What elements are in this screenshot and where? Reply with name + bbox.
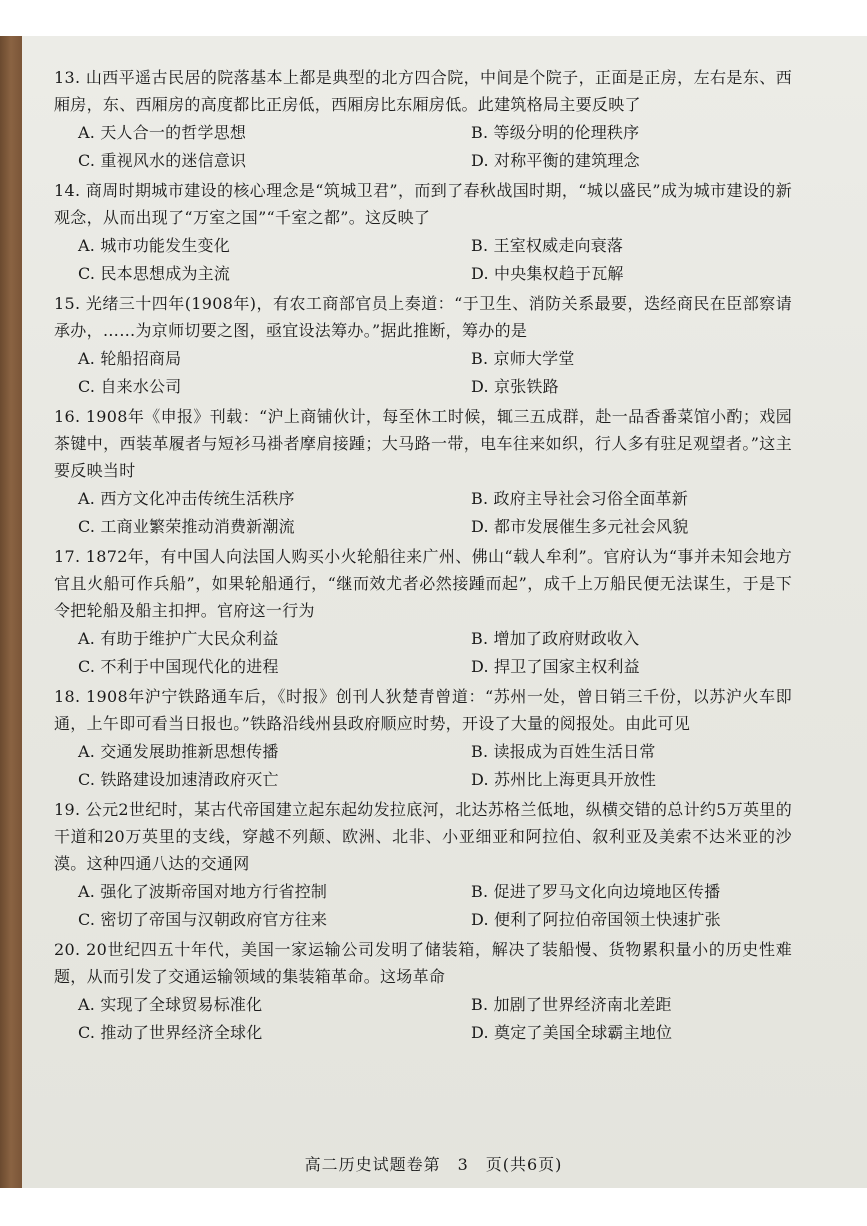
question-stem: 16. 1908年《申报》刊载：“沪上商铺伙计，每至休工时候，辄三五成群，赴一品香番菜馆小酌；戏园茶键中，西装革履者与短衫马褂者摩肩接踵；大马路一带，电车往来如织，行人多有驻足观望者。”这主要反映当时 — [54, 407, 792, 480]
option-b: B. 政府主导社会习俗全面革新 — [471, 489, 688, 508]
question-19 — [54, 796, 792, 934]
option-d: D. 中央集权趋于瓦解 — [471, 264, 624, 283]
option-a: A. 城市功能发生变化 — [78, 236, 230, 255]
option-c: C. 工商业繁荣推动消费新潮流 — [78, 517, 295, 536]
option-list — [78, 738, 792, 794]
option-b: B. 加剧了世界经济南北差距 — [471, 995, 672, 1014]
option-d: D. 捍卫了国家主权利益 — [471, 657, 640, 676]
option-d: D. 便利了阿拉伯帝国领土快速扩张 — [471, 910, 721, 929]
question-14 — [54, 177, 792, 288]
option-b: B. 京师大学堂 — [471, 349, 575, 368]
question-16 — [54, 403, 792, 541]
option-list — [78, 232, 792, 288]
exam-page-content — [54, 64, 792, 1049]
option-a: A. 交通发展助推新思想传播 — [78, 742, 279, 761]
option-a: A. 轮船招商局 — [78, 349, 182, 368]
question-15 — [54, 290, 792, 401]
question-stem: 13. 山西平遥古民居的院落基本上都是典型的北方四合院，中间是个院子，正面是正房，左右是东、西厢房，东、西厢房的高度都比正房低，西厢房比东厢房低。此建筑格局主要反映了 — [54, 68, 792, 114]
option-list — [78, 119, 792, 175]
option-d: D. 苏州比上海更具开放性 — [471, 770, 657, 789]
question-20 — [54, 936, 792, 1047]
option-a: A. 实现了全球贸易标准化 — [78, 995, 263, 1014]
question-stem: 17. 1872年，有中国人向法国人购买小火轮船往来广州、佛山“载人牟利”。官府认为“事并未知会地方官且火船可作兵船”，如果轮船通行，“继而效尤者必然接踵而起”，成千上万船民便无法谋生，于是下令把轮船及船主扣押。官府这一行为 — [54, 547, 792, 620]
question-13 — [54, 64, 792, 175]
option-d: D. 奠定了美国全球霸主地位 — [471, 1023, 673, 1042]
option-a: A. 强化了波斯帝国对地方行省控制 — [78, 882, 328, 901]
option-list — [78, 485, 792, 541]
option-d: D. 对称平衡的建筑理念 — [471, 151, 640, 170]
option-d: D. 京张铁路 — [471, 377, 559, 396]
option-c: C. 推动了世界经济全球化 — [78, 1023, 263, 1042]
option-a: A. 西方文化冲击传统生活秩序 — [78, 489, 295, 508]
option-c: C. 民本思想成为主流 — [78, 264, 231, 283]
option-b: B. 增加了政府财政收入 — [471, 629, 640, 648]
question-stem: 15. 光绪三十四年(1908年)，有农工商部官员上奏道：“于卫生、消防关系最要，迭经商民在臣部察请承办，……为京师切要之图，亟宜设法筹办。”据此推断，筹办的是 — [54, 294, 792, 340]
question-stem: 14. 商周时期城市建设的核心理念是“筑城卫君”，而到了春秋战国时期，“城以盛民”成为城市建设的新观念，从而出现了“万室之国”“千室之都”。这反映了 — [54, 181, 792, 227]
question-18 — [54, 683, 792, 794]
option-b: B. 王室权威走向衰落 — [471, 236, 624, 255]
option-a: A. 有助于维护广大民众利益 — [78, 629, 279, 648]
option-list — [78, 345, 792, 401]
option-a: A. 天人合一的哲学思想 — [78, 123, 247, 142]
question-stem: 18. 1908年沪宁铁路通车后，《时报》创刊人狄楚青曾道：“苏州一处，曾日销三千份，以苏沪火车即通，上午即可看当日报也。”铁路沿线州县政府顺应时势，开设了大量的阅报处。由此可见 — [54, 687, 792, 733]
option-b: B. 读报成为百姓生活日常 — [471, 742, 656, 761]
option-c: C. 不利于中国现代化的进程 — [78, 657, 279, 676]
question-stem: 19. 公元2世纪时，某古代帝国建立起东起幼发拉底河，北达苏格兰低地，纵横交错的总计约5万英里的干道和20万英里的支线，穿越不列颠、欧洲、北非、小亚细亚和阿拉伯、叙利亚及美索不达米亚的沙漠。这种四通八达的交通网 — [54, 800, 792, 873]
option-b: B. 促进了罗马文化向边境地区传播 — [471, 882, 721, 901]
option-b: B. 等级分明的伦理秩序 — [471, 123, 640, 142]
option-list — [78, 878, 792, 934]
option-list — [78, 625, 792, 681]
page-footer: 高二历史试题卷第 3 页(共6页) — [304, 1155, 563, 1174]
wooden-table-edge — [0, 36, 22, 1188]
option-list — [78, 991, 792, 1047]
question-stem: 20. 20世纪四五十年代，美国一家运输公司发明了储装箱，解决了装船慢、货物累积量小的历史性难题，从而引发了交通运输领域的集装箱革命。这场革命 — [54, 940, 792, 986]
option-c: C. 铁路建设加速清政府灭亡 — [78, 770, 279, 789]
question-17 — [54, 543, 792, 681]
option-d: D. 都市发展催生多元社会风貌 — [471, 517, 689, 536]
option-c: C. 密切了帝国与汉朝政府官方往来 — [78, 910, 328, 929]
option-c: C. 重视风水的迷信意识 — [78, 151, 247, 170]
option-c: C. 自来水公司 — [78, 377, 182, 396]
